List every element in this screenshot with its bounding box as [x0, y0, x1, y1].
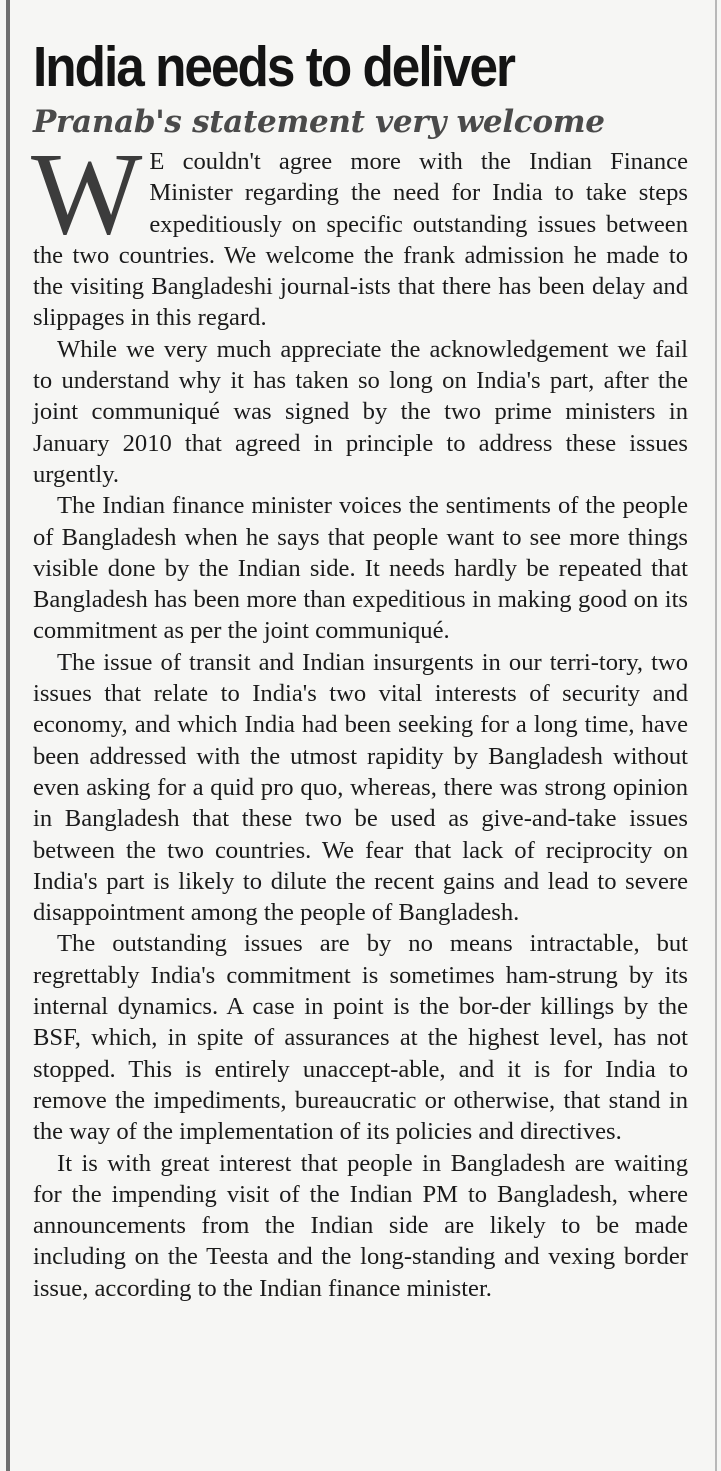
- headline: India needs to deliver: [33, 35, 514, 99]
- paragraph-6: It is with great interest that people in Bangladesh are waiting for the impending visit of the Indian PM to Bangladesh, where announcements from the Indian side are likely to be made including on the Teesta and the long-standing and vexing border issue, according to the Indian finance minister.: [33, 1149, 688, 1302]
- subheadline: Pranab's statement very welcome: [33, 104, 605, 140]
- paragraph-2: While we very much appreciate the acknowledgement we fail to understand why it has taken so long on India's part, after the joint communiqué was signed by the two prime ministers in January 2010 that agreed in principle to address these issues urgently.: [33, 335, 688, 488]
- column-rule-left: [6, 0, 10, 1471]
- drop-cap: W: [31, 128, 140, 259]
- paragraph-1-text: E couldn't agree more with the Indian Finance Minister regarding the need for India to take steps expeditiously on specific outstanding issues between the two countries. We welcome the frank admission he made to the visiting Bangladeshi journal-ists that there has been delay and slippages in this regard.: [33, 148, 688, 332]
- paragraph-1: [31, 128, 688, 334]
- column-rule-right: [715, 0, 717, 1471]
- paragraph-3: The Indian finance minister voices the sentiments of the people of Bangladesh when he says that people want to see more things visible done by the Indian side. It needs hardly be repeated that Bangladesh has been more than expeditious in making good on its commitment as per the joint communiqué.: [33, 492, 688, 645]
- editorial-article: [33, 34, 688, 1304]
- paragraph-5: The outstanding issues are by no means intractable, but regrettably India's commitment is sometimes ham-strung by its internal dynamics. A case in point is the bor-der killings by the BSF, which, in spite of assurances at the highest level, has not stopped. This is entirely unaccept-able, and it is for India to remove the impediments, bureaucratic or otherwise, that stand in the way of the implementation of its policies and directives.: [33, 930, 688, 1146]
- paragraph-4: The issue of transit and Indian insurgents in our terri-tory, two issues that relate to India's two vital interests of security and economy, and which India had been seeking for a long time, have been addressed with the utmost rapidity by Bangladesh without even asking for a quid pro quo, whereas, there was strong opinion in Bangladesh that these two be used as give-and-take issues between the two countries. We fear that lack of reciprocity on India's part is likely to dilute the recent gains and lead to severe disappointment among the people of Bangladesh.: [33, 648, 688, 927]
- article-body: [31, 128, 688, 1304]
